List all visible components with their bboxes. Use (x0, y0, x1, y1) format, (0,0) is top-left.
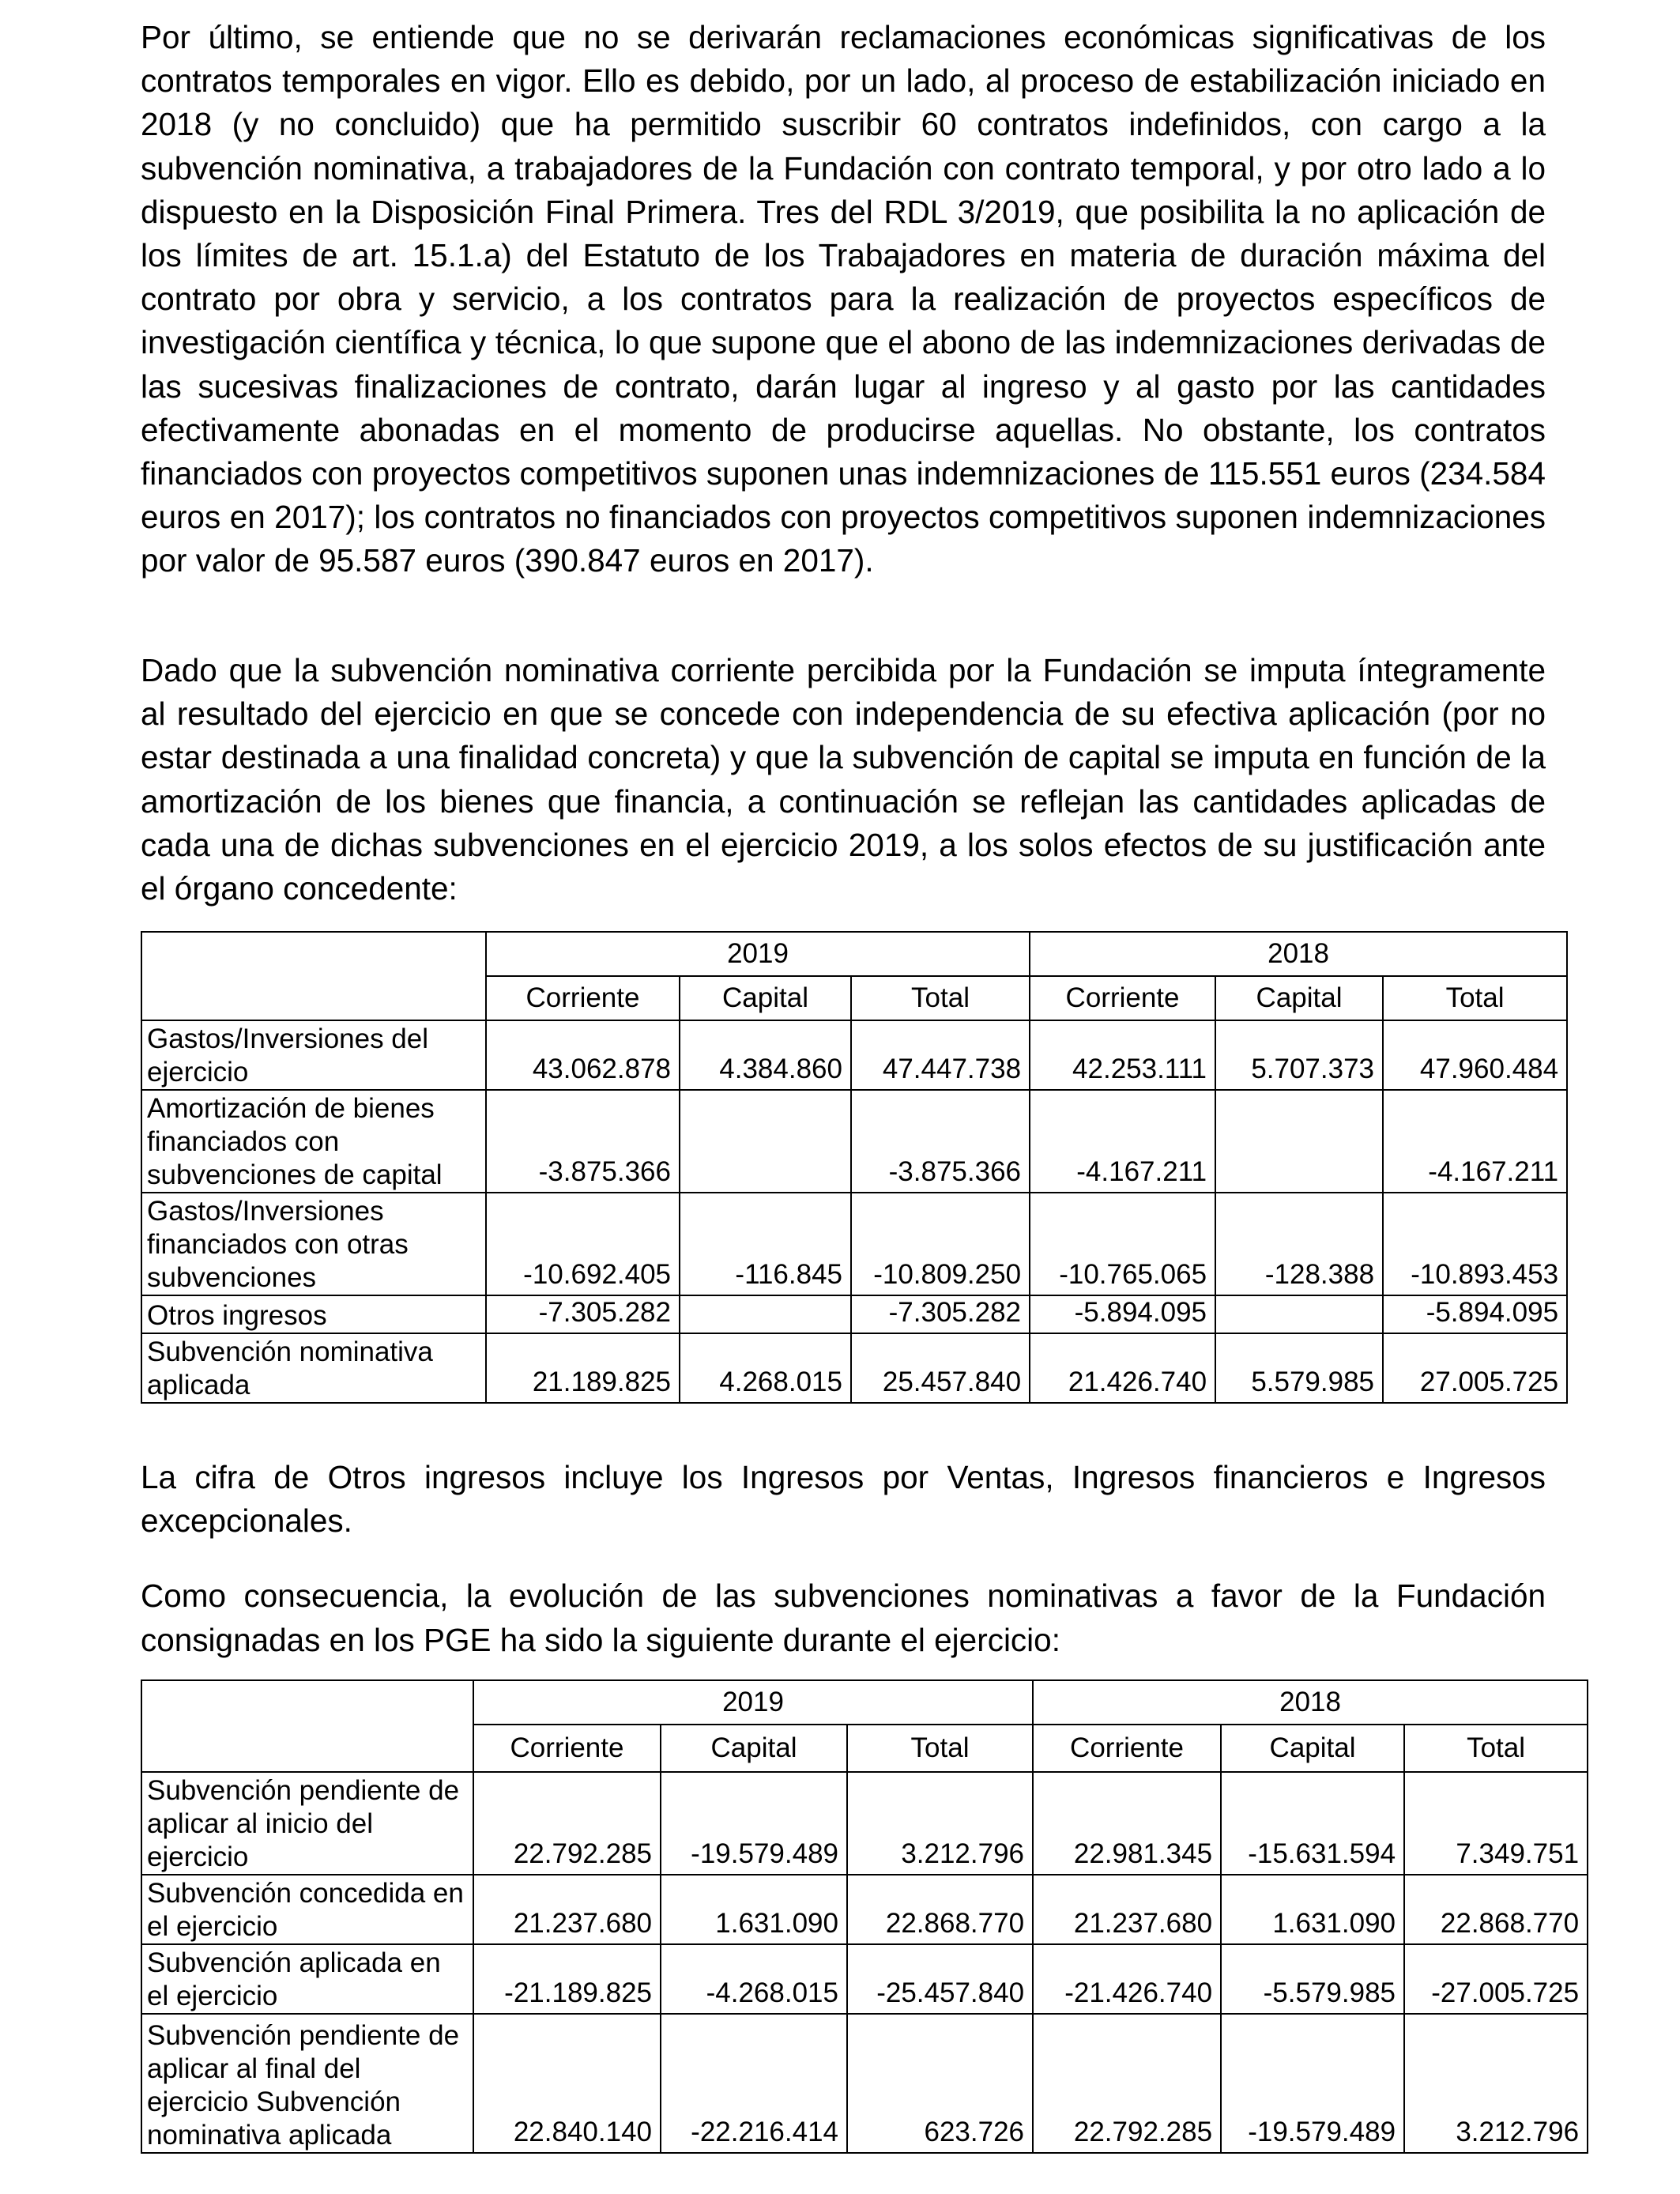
row-label: Subvención aplicada en el ejercicio (141, 1944, 473, 2014)
table-row (141, 1772, 1588, 1875)
column-header: Capital (661, 1725, 847, 1772)
table-cell: -3.875.366 (851, 1090, 1030, 1193)
year-header: 2018 (1030, 932, 1567, 976)
table-cell: 4.384.860 (680, 1020, 851, 1090)
table-cell: 22.792.285 (1033, 2014, 1221, 2153)
table-subvenciones-aplicadas (141, 931, 1568, 1404)
table-cell: -128.388 (1215, 1193, 1383, 1295)
column-header: Capital (1215, 976, 1383, 1020)
table-cell: 1.631.090 (1221, 1875, 1404, 1944)
table-corner (141, 1680, 473, 1772)
row-label: Otros ingresos (141, 1295, 486, 1333)
table-cell: -7.305.282 (486, 1295, 680, 1333)
table-cell: -27.005.725 (1404, 1944, 1588, 2014)
column-header: Capital (1221, 1725, 1404, 1772)
table-cell: -5.894.095 (1030, 1295, 1215, 1333)
table-cell: 5.707.373 (1215, 1020, 1383, 1090)
table-cell: 1.631.090 (661, 1875, 847, 1944)
table-row (141, 1875, 1588, 1944)
table-cell: -116.845 (680, 1193, 851, 1295)
table-cell: 3.212.796 (1404, 2014, 1588, 2153)
table-cell: -10.809.250 (851, 1193, 1030, 1295)
table-cell: -19.579.489 (1221, 2014, 1404, 2153)
table-cell: 21.189.825 (486, 1333, 680, 1403)
table-cell: -19.579.489 (661, 1772, 847, 1875)
table-cell (680, 1295, 851, 1333)
table-evolucion-subvenciones (141, 1679, 1588, 2154)
table-cell (680, 1090, 851, 1193)
row-label: Subvención pendiente de aplicar al inicio del ejercicio (141, 1772, 473, 1875)
table-cell: -22.216.414 (661, 2014, 847, 2153)
table-cell: 21.237.680 (473, 1875, 661, 1944)
column-header: Capital (680, 976, 851, 1020)
table-cell: 22.868.770 (847, 1875, 1033, 1944)
row-label: Subvención nominativa aplicada (141, 1333, 486, 1403)
table-cell: -21.189.825 (473, 1944, 661, 2014)
table-cell: 22.868.770 (1404, 1875, 1588, 1944)
table-cell: -4.167.211 (1030, 1090, 1215, 1193)
column-header: Corriente (1033, 1725, 1221, 1772)
table-cell (1215, 1090, 1383, 1193)
table-cell: -7.305.282 (851, 1295, 1030, 1333)
paragraph-subvencion-imputacion: Dado que la subvención nominativa corriente percibida por la Fundación se imputa íntegramente al resultado del ejercicio en que se concede con independencia de su efectiva aplicación (por no estar destinada a una finalidad concreta) y que la subvención de capital se imputa en función de la amortización de los bienes que financia, a continuación se reflejan las cantidades aplicadas de cada una de dichas subvenciones en el ejercicio 2019, a los solos efectos de su justificación ante el órgano concedente: (141, 652, 1546, 907)
table-cell: 7.349.751 (1404, 1772, 1588, 1875)
column-header: Corriente (1030, 976, 1215, 1020)
table-row (141, 2014, 1588, 2153)
row-label: Amortización de bienes financiados con subvenciones de capital (141, 1090, 486, 1193)
year-header: 2018 (1033, 1680, 1588, 1725)
column-header: Total (1383, 976, 1567, 1020)
row-label: Gastos/Inversiones financiados con otras subvenciones (141, 1193, 486, 1295)
table-row (141, 1944, 1588, 2014)
table-cell: 22.792.285 (473, 1772, 661, 1875)
column-header: Total (851, 976, 1030, 1020)
table-cell (1215, 1295, 1383, 1333)
year-header: 2019 (473, 1680, 1033, 1725)
row-label: Subvención pendiente de aplicar al final del ejercicio Subvención nominativa aplicada (141, 2014, 473, 2153)
table-cell: -10.692.405 (486, 1193, 680, 1295)
table-cell: -4.268.015 (661, 1944, 847, 2014)
table-cell: 21.426.740 (1030, 1333, 1215, 1403)
table-cell: 22.981.345 (1033, 1772, 1221, 1875)
table-cell: 43.062.878 (486, 1020, 680, 1090)
table-cell: -10.765.065 (1030, 1193, 1215, 1295)
table-cell: -10.893.453 (1383, 1193, 1567, 1295)
table-cell: 47.960.484 (1383, 1020, 1567, 1090)
column-header: Total (847, 1725, 1033, 1772)
table-row (141, 1020, 1567, 1090)
table-cell: -15.631.594 (1221, 1772, 1404, 1875)
column-header: Total (1404, 1725, 1588, 1772)
table-cell: 42.253.111 (1030, 1020, 1215, 1090)
table-cell: 27.005.725 (1383, 1333, 1567, 1403)
table-row (141, 1090, 1567, 1193)
table-cell: 4.268.015 (680, 1333, 851, 1403)
table-cell: -25.457.840 (847, 1944, 1033, 2014)
paragraph-indemnizaciones: Por último, se entiende que no se derivarán reclamaciones económicas significativas de los contratos temporales en vigor. Ello es debido, por un lado, al proceso de estabilización iniciado en 2018 (y no concluido) que ha permitido suscribir 60 contratos indefinidos, con cargo a la subvención nominativa, a trabajadores de la Fundación con contrato temporal, y por otro lado a lo dispuesto en la Disposición Final Primera. Tres del RDL 3/2019, que posibilita la no aplicación de los límites de art. 15.1.a) del Estatuto de los Trabajadores en materia de duración máxima del contrato por obra y servicio, a los contratos para la realización de proyectos específicos de investigación científica y técnica, lo que supone que el abono de las indemnizaciones derivadas de las sucesivas finalizaciones de contrato, darán lugar al ingreso y al gasto por las cantidades efectivamente abonadas en el momento de producirse aquellas. No obstante, los contratos financiados con proyectos competitivos suponen unas indemnizaciones de 115.551 euros (234.584 euros en 2017); los contratos no financiados con proyectos competitivos suponen indemnizaciones por valor de 95.587 euros (390.847 euros en 2017). (141, 19, 1546, 579)
column-header: Corriente (486, 976, 680, 1020)
paragraph-otros-ingresos: La cifra de Otros ingresos incluye los Ingresos por Ventas, Ingresos financieros e Ingresos excepcionales. (141, 1459, 1546, 1540)
table-cell: 22.840.140 (473, 2014, 661, 2153)
column-header: Corriente (473, 1725, 661, 1772)
table-cell: -3.875.366 (486, 1090, 680, 1193)
table-cell: 47.447.738 (851, 1020, 1030, 1090)
table-cell: -4.167.211 (1383, 1090, 1567, 1193)
paragraph-evolucion-subvenciones: Como consecuencia, la evolución de las subvenciones nominativas a favor de la Fundación consignadas en los PGE ha sido la siguiente durante el ejercicio: (141, 1578, 1546, 1658)
year-header: 2019 (486, 932, 1030, 976)
table-cell: -21.426.740 (1033, 1944, 1221, 2014)
table-cell: 3.212.796 (847, 1772, 1033, 1875)
table-row (141, 1193, 1567, 1295)
table-row (141, 1295, 1567, 1333)
table-cell: -5.894.095 (1383, 1295, 1567, 1333)
table-row (141, 1333, 1567, 1403)
table-cell: 623.726 (847, 2014, 1033, 2153)
row-label: Subvención concedida en el ejercicio (141, 1875, 473, 1944)
table-cell: 5.579.985 (1215, 1333, 1383, 1403)
table-cell: 21.237.680 (1033, 1875, 1221, 1944)
table-cell: -5.579.985 (1221, 1944, 1404, 2014)
table-corner (141, 932, 486, 1020)
table-cell: 25.457.840 (851, 1333, 1030, 1403)
row-label: Gastos/Inversiones del ejercicio (141, 1020, 486, 1090)
